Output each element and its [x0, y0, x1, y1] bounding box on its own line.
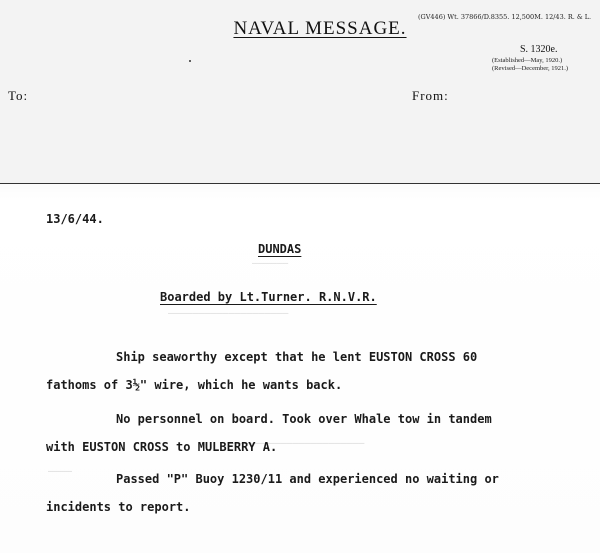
show-through-text: ———— — [48, 466, 73, 477]
established-date: (Established—May, 1920.) — [492, 57, 563, 64]
stray-dot — [189, 60, 191, 62]
message-date: 13/6/44. — [46, 212, 104, 226]
form-print-code: (GV446) Wt. 37866/D.8355. 12,500M. 12/43. R. & L. — [418, 13, 592, 21]
para3-line1: Passed "P" Buoy 1230/11 and experienced no waiting or — [116, 472, 499, 486]
show-through-text: ———————————————————— — [168, 308, 289, 319]
show-through-text: —————— — [252, 258, 289, 269]
to-label: To: — [8, 88, 29, 103]
para3-line2: incidents to report. — [46, 500, 191, 514]
show-through-text: —————————————————————— — [232, 438, 365, 449]
para2-line2: with EUSTON CROSS to MULBERRY A. — [46, 440, 278, 454]
ship-name: DUNDAS — [258, 242, 302, 256]
from-label: From: — [412, 88, 449, 103]
para1-line2: fathoms of 3½" wire, which he wants back. — [46, 378, 343, 392]
boarded-by: Boarded by Lt.Turner. R.N.V.R. — [160, 290, 377, 304]
form-number: S. 1320e. — [520, 44, 558, 55]
form-dates — [492, 57, 568, 73]
para1-line1: Ship seaworthy except that he lent EUSTON CROSS 60 — [116, 350, 478, 364]
header-rule — [0, 183, 600, 184]
revised-date: (Revised—December, 1921.) — [492, 65, 569, 72]
form-title — [0, 18, 600, 40]
form-title-text: NAVAL MESSAGE. — [233, 18, 407, 39]
para2-line1: No personnel on board. Took over Whale tow in tandem — [116, 412, 492, 426]
